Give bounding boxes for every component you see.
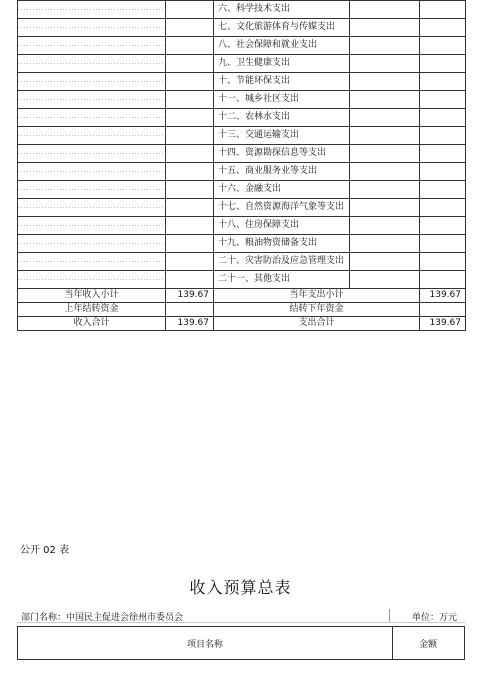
expense-extra-cell	[420, 181, 466, 199]
expense-item-row	[18, 235, 466, 253]
expense-extra-cell	[420, 199, 466, 217]
income-item-cell	[18, 1, 166, 19]
expense-item-label: 十一、城乡社区支出	[214, 91, 350, 109]
income-amount-cell	[166, 73, 214, 91]
expense-item-row	[18, 109, 466, 127]
expense-amount-cell	[350, 73, 420, 91]
budget-table	[17, 0, 466, 331]
income-item-cell	[18, 235, 166, 253]
column-header-item-name: 项目名称	[186, 640, 223, 650]
income-amount-cell	[166, 19, 214, 37]
income-item-cell	[18, 163, 166, 181]
income-amount-cell	[166, 271, 214, 289]
income-amount-cell	[166, 199, 214, 217]
expense-extra-cell	[420, 73, 466, 91]
carry-forward-value	[420, 303, 466, 317]
income-amount-cell	[166, 109, 214, 127]
income-item-cell	[18, 37, 166, 55]
expense-item-row	[18, 199, 466, 217]
expense-item-label: 六、科学技术支出	[214, 1, 350, 19]
income-item-cell	[18, 73, 166, 91]
expense-subtotal-value: 139.67	[420, 289, 466, 303]
prev-balance-label: 上年结转资金	[18, 303, 166, 317]
expense-item-label: 十六、金融支出	[214, 181, 350, 199]
expense-amount-cell	[350, 181, 420, 199]
expense-item-row	[18, 127, 466, 145]
expense-item-row	[18, 19, 466, 37]
expense-amount-cell	[350, 163, 420, 181]
income-item-cell	[18, 199, 166, 217]
expense-extra-cell	[420, 127, 466, 145]
expense-extra-cell	[420, 109, 466, 127]
expense-item-row	[18, 271, 466, 289]
expense-item-row	[18, 163, 466, 181]
expense-item-label: 十九、粮油物资储备支出	[214, 235, 350, 253]
income-item-cell	[18, 55, 166, 73]
expense-amount-cell	[350, 145, 420, 163]
expense-amount-cell	[350, 127, 420, 145]
column-header-amount: 金额	[418, 640, 437, 650]
table-meta-row	[17, 609, 465, 623]
expense-item-row	[18, 145, 466, 163]
income-table-header	[17, 626, 465, 660]
expense-item-label: 十五、商业服务业等支出	[214, 163, 350, 181]
expense-extra-cell	[420, 163, 466, 181]
expense-extra-cell	[420, 253, 466, 271]
income-item-cell	[18, 127, 166, 145]
expense-item-row	[18, 37, 466, 55]
income-item-cell	[18, 271, 166, 289]
expense-item-row	[18, 55, 466, 73]
department-label: 部门名称：中国民主促进会徐州市委员会	[21, 613, 184, 623]
expense-extra-cell	[420, 217, 466, 235]
expense-extra-cell	[420, 91, 466, 109]
income-total-label: 收入合计	[18, 317, 166, 331]
expense-item-label: 九、卫生健康支出	[214, 55, 350, 73]
table-caption: 公开 02 表	[20, 545, 70, 556]
expense-item-label: 二十一、其他支出	[214, 271, 350, 289]
income-item-cell	[18, 181, 166, 199]
expense-item-label: 十八、住房保障支出	[214, 217, 350, 235]
expense-item-label: 十四、资源勘探信息等支出	[214, 145, 350, 163]
income-subtotal-row	[18, 289, 466, 303]
expense-extra-cell	[420, 271, 466, 289]
expense-amount-cell	[350, 1, 420, 19]
expense-extra-cell	[420, 19, 466, 37]
balance-row	[18, 303, 466, 317]
expense-item-label: 十三、交通运输支出	[214, 127, 350, 145]
expense-amount-cell	[350, 91, 420, 109]
expense-amount-cell	[350, 109, 420, 127]
income-item-cell	[18, 109, 166, 127]
expense-amount-cell	[350, 37, 420, 55]
income-amount-cell	[166, 253, 214, 271]
income-amount-cell	[166, 55, 214, 73]
expense-total-label: 支出合计	[214, 317, 420, 331]
expense-amount-cell	[350, 271, 420, 289]
expense-item-label: 二十、灾害防治及应急管理支出	[214, 253, 350, 271]
meta-divider	[389, 609, 390, 622]
expense-item-row	[18, 91, 466, 109]
expense-total-value: 139.67	[420, 317, 466, 331]
income-amount-cell	[166, 91, 214, 109]
total-row	[18, 317, 466, 331]
income-amount-cell	[166, 127, 214, 145]
income-amount-cell	[166, 217, 214, 235]
expense-extra-cell	[420, 37, 466, 55]
expense-item-row	[18, 1, 466, 19]
expense-item-label: 十七、自然资源海洋气象等支出	[214, 199, 350, 217]
income-amount-cell	[166, 163, 214, 181]
expense-amount-cell	[350, 217, 420, 235]
page-title: 收入预算总表	[189, 578, 292, 597]
expense-amount-cell	[350, 55, 420, 73]
income-amount-cell	[166, 181, 214, 199]
expense-item-label: 八、社会保障和就业支出	[214, 37, 350, 55]
expense-item-label: 十、节能环保支出	[214, 73, 350, 91]
expense-extra-cell	[420, 1, 466, 19]
expense-amount-cell	[350, 19, 420, 37]
carry-forward-label: 结转下年资金	[214, 303, 420, 317]
expense-item-row	[18, 73, 466, 91]
expense-extra-cell	[420, 145, 466, 163]
income-amount-cell	[166, 145, 214, 163]
expense-item-row	[18, 253, 466, 271]
income-item-cell	[18, 91, 166, 109]
income-amount-cell	[166, 235, 214, 253]
income-item-cell	[18, 145, 166, 163]
expense-item-row	[18, 217, 466, 235]
income-item-cell	[18, 253, 166, 271]
expense-item-label: 十二、农林水支出	[214, 109, 350, 127]
unit-label: 单位：万元	[411, 613, 457, 623]
income-subtotal-label: 当年收入小计	[18, 289, 166, 303]
expense-extra-cell	[420, 55, 466, 73]
expense-extra-cell	[420, 235, 466, 253]
prev-balance-value	[166, 303, 214, 317]
expense-item-label: 七、文化旅游体育与传媒支出	[214, 19, 350, 37]
income-item-cell	[18, 19, 166, 37]
expense-amount-cell	[350, 235, 420, 253]
income-subtotal-value: 139.67	[166, 289, 214, 303]
income-total-value: 139.67	[166, 317, 214, 331]
income-amount-cell	[166, 37, 214, 55]
expense-amount-cell	[350, 199, 420, 217]
expense-subtotal-label: 当年支出小计	[214, 289, 420, 303]
expense-amount-cell	[350, 253, 420, 271]
expense-item-row	[18, 181, 466, 199]
income-item-cell	[18, 217, 166, 235]
income-amount-cell	[166, 1, 214, 19]
